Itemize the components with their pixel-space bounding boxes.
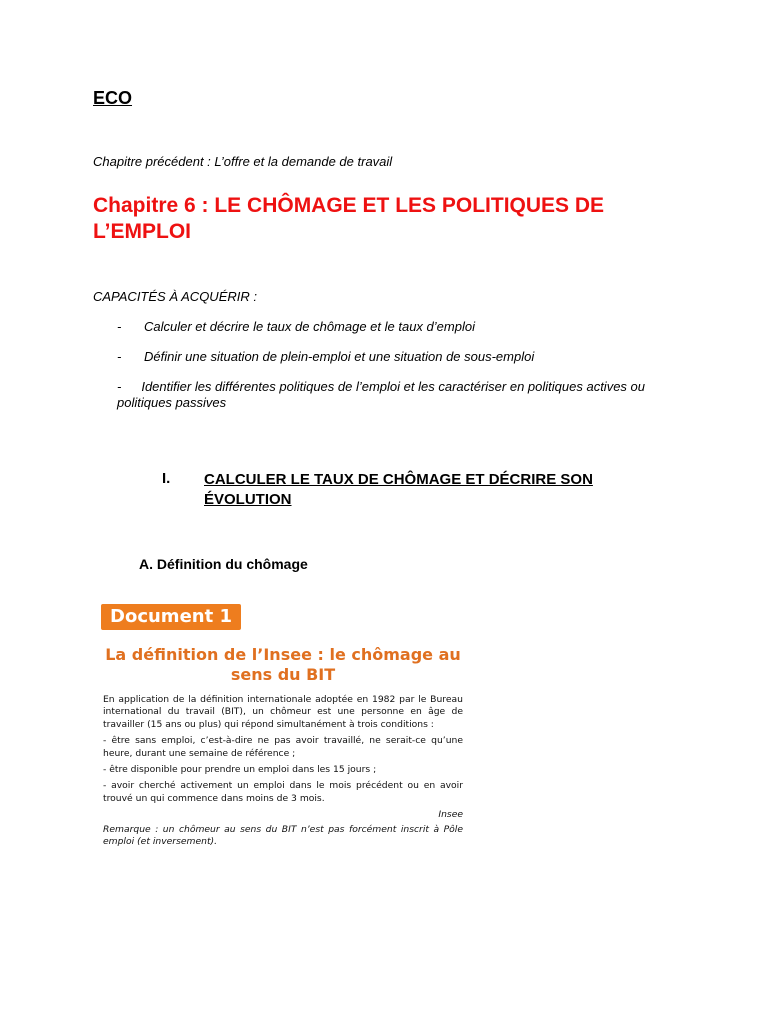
previous-chapter: Chapitre précédent : L’offre et la demande de travail [93, 154, 393, 169]
subsection-title: A. Définition du chômage [139, 556, 308, 572]
document-condition: - être sans emploi, c’est-à-dire ne pas avoir travaillé, ne serait-ce qu’une heure, durant une semaine de référence ; [103, 735, 463, 759]
section-title: CALCULER LE TAUX DE CHÔMAGE ET DÉCRIRE SON ÉVOLUTION [204, 471, 593, 508]
subject-title: ECO [93, 88, 133, 108]
document-remark: Remarque : un chômeur au sens du BIT n’est pas forcément inscrit à Pôle emploi (et inversement). [103, 823, 463, 848]
document-condition: - avoir cherché activement un emploi dans le mois précédent ou en avoir trouvé un qui commence dans moins de 3 mois. [103, 780, 463, 804]
capacity-text: Définir une situation de plein-emploi et une situation de sous-emploi [144, 349, 535, 364]
document-source: Insee [438, 809, 463, 821]
list-bullet: - [117, 349, 122, 364]
list-bullet: - [117, 379, 122, 394]
list-bullet: - [117, 319, 122, 334]
chapter-title: Chapitre 6 : LE CHÔMAGE ET LES POLITIQUES DE L’EMPLOI [93, 194, 605, 243]
capacity-text: Calculer et décrire le taux de chômage et le taux d’emploi [144, 319, 475, 334]
document-heading: La définition de l’Insee : le chômage au sens du BIT [105, 645, 461, 684]
section-number: I. [162, 470, 171, 487]
capacities-title: CAPACITÉS À ACQUÉRIR : [93, 289, 257, 304]
capacity-item [117, 319, 697, 337]
document-condition: - être disponible pour prendre un emploi dans les 15 jours ; [103, 764, 377, 776]
document-body [103, 694, 463, 852]
document-intro: En application de la définition internationale adoptée en 1982 par le Bureau international du travail (BIT), un chômeur est une personne en âge de travailler (15 ans ou plus) qui répond simultanément à trois conditions : [103, 694, 463, 730]
document-badge: Document 1 [101, 604, 241, 630]
capacity-item [117, 379, 697, 411]
capacity-item [117, 349, 697, 367]
capacity-text: Identifier les différentes politiques de l’emploi et les caractériser en politiques actives ou politiques passives [117, 379, 645, 410]
